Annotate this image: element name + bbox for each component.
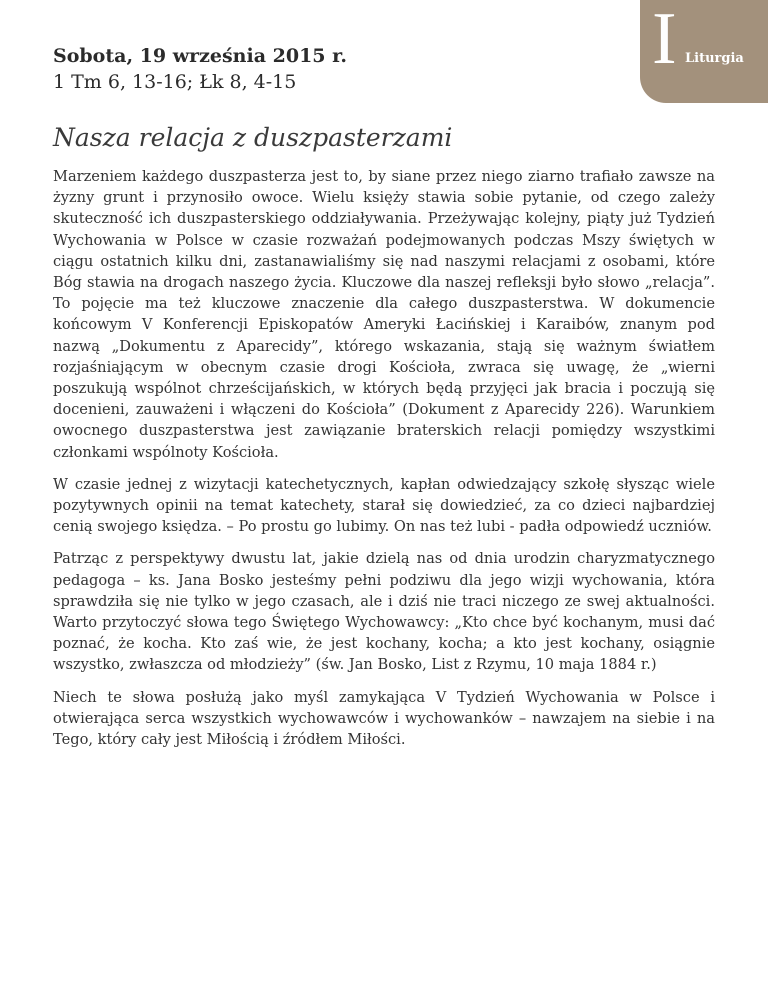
page-header [53,43,613,95]
section-numeral: I [652,0,677,80]
section-label: Liturgia [685,51,744,66]
article-body [53,166,715,761]
paragraph-1: Marzeniem każdego duszpasterza jest to, by siane przez niego ziarno trafiało zawsze na żyzny grunt i przynosiło owoce. Wielu księży stawia sobie pytanie, od czego zależy skuteczność ich duszpasterskiego oddziaływania. Przeżywając kolejny, piąty już Tydzień Wychowania w Polsce w czasie rozważań podejmowanych podczas Mszy świętych w ciągu ostatnich kilku dni, zastanawialiśmy się nad naszymi relacjami z osobami, które Bóg stawia na drogach naszego życia. Kluczowe dla naszej refleksji było słowo „relacja”. To pojęcie ma też kluczowe znaczenie dla całego duszpasterstwa. W dokumencie końcowym V Konferencji Episkopatów Ameryki Łacińskiej i Karaibów, znanym pod nazwą „Dokumentu z Aparecidy”, którego wskazania, stają się ważnym światłem rozjaśniającym w obecnym czasie drogi Kościoła, zwraca się uwagę, że „wierni poszukują wspólnot chrześcijańskich, w których będą przyjęci jak bracia i poczują się docenieni, zauważeni i włączeni do Kościoła” (Dokument z Aparecidy 226). Warunkiem owocnego duszpasterstwa jest zawiązanie braterskich relacji pomiędzy wszystkimi członkami wspólnoty Kościoła. [53,168,715,461]
section-tab [640,0,768,103]
scripture-readings: 1 Tm 6, 13-16; Łk 8, 4-15 [53,71,297,93]
paragraph-4: Niech te słowa posłużą jako myśl zamykająca V Tydzień Wychowania w Polsce i otwierająca serca wszystkich wychowawców i wychowanków – nawzajem na siebie i na Tego, który cały jest Miłością i źródłem Miłości. [53,688,715,749]
paragraph-3: Patrząc z perspektywy dwustu lat, jakie dzielą nas od dnia urodzin charyzmatycznego pedagoga – ks. Jana Bosko jesteśmy pełni podziwu dla jego wizji wychowania, która sprawdziła się nie tylko w jego czasach, ale i dziś nie traci niczego ze swej aktualności. Warto przytoczyć słowa tego Świętego Wychowawcy: „Kto chce być kochanym, musi dać poznać, że kocha. Kto zaś wie, że jest kochany, kocha; a kto jest kochany, osiągnie wszystko, zwłaszcza od młodzieży” (św. Jan Bosko, List z Rzymu, 10 maja 1884 r.) [53,550,715,674]
date-heading: Sobota, 19 września 2015 r. [53,45,347,67]
article-title: Nasza relacja z duszpasterzami [53,123,453,152]
paragraph-2: W czasie jednej z wizytacji katechetycznych, kapłan odwiedzający szkołę słysząc wiele pozytywnych opinii na temat katechety, starał się dowiedzieć, za co dzieci najbardziej cenią swojego księdza. – Po prostu go lubimy. On nas też lubi - padła odpowiedź uczniów. [53,475,715,536]
